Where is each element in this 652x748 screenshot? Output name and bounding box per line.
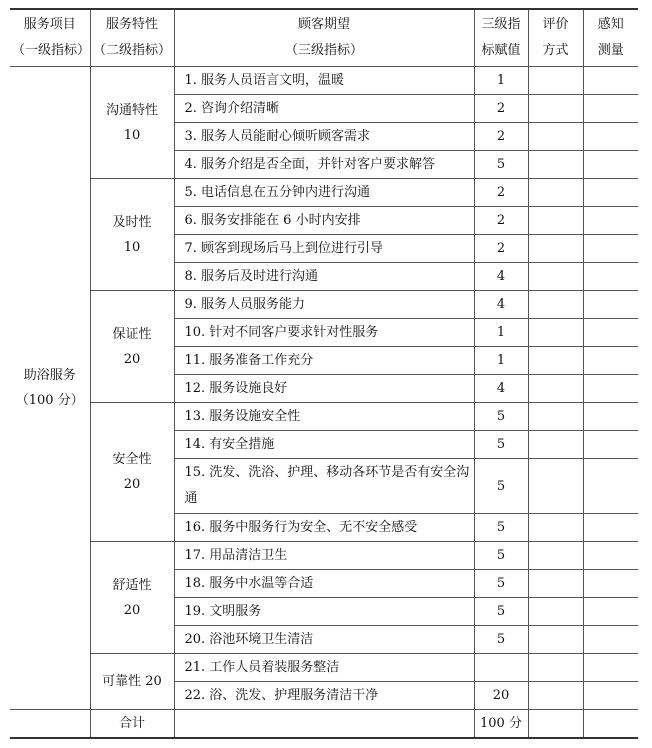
service-item-cell bbox=[10, 67, 90, 710]
perception-cell bbox=[583, 263, 638, 291]
expectation-cell: 14. 有安全措施 bbox=[174, 431, 474, 459]
evaluation-cell bbox=[528, 291, 583, 319]
expectation-cell: 17. 用品清洁卫生 bbox=[174, 542, 474, 570]
feature-weight: 10 bbox=[123, 239, 141, 255]
header-value-line2: 标赋值 bbox=[481, 43, 521, 58]
header-perception-measure-line2: 测量 bbox=[597, 43, 624, 58]
perception-cell bbox=[583, 179, 638, 207]
expectation-cell: 21. 工作人员着装服务整洁 bbox=[174, 654, 474, 682]
feature-cell bbox=[90, 403, 174, 542]
expectation-cell: 20. 浴池环境卫生清洁 bbox=[174, 626, 474, 654]
expectation-cell: 11. 服务准备工作充分 bbox=[174, 347, 474, 375]
header-service-feature-line1: 服务特性 bbox=[105, 17, 158, 32]
table-row bbox=[10, 179, 638, 207]
expectation-cell: 18. 服务中水温等合适 bbox=[174, 570, 474, 598]
perception-cell bbox=[583, 319, 638, 347]
expectation-cell: 7. 顾客到现场后马上到位进行引导 bbox=[174, 235, 474, 263]
expectation-cell: 8. 服务后及时进行沟通 bbox=[174, 263, 474, 291]
header-evaluation-method-line1: 评价 bbox=[542, 17, 569, 32]
feature-cell bbox=[90, 179, 174, 291]
value-cell: 2 bbox=[474, 123, 528, 151]
perception-cell bbox=[583, 654, 638, 682]
value-cell: 5 bbox=[474, 403, 528, 431]
feature-weight: 20 bbox=[123, 602, 141, 618]
feature-cell bbox=[90, 291, 174, 403]
evaluation-cell bbox=[528, 151, 583, 179]
expectation-cell: 13. 服务设施安全性 bbox=[174, 403, 474, 431]
feature-weight: 10 bbox=[123, 127, 141, 143]
value-cell: 5 bbox=[474, 459, 528, 514]
header-customer-expectation bbox=[174, 9, 474, 67]
value-cell: 2 bbox=[474, 207, 528, 235]
perception-cell bbox=[583, 626, 638, 654]
perception-cell bbox=[583, 291, 638, 319]
service-satisfaction-table bbox=[10, 8, 638, 739]
value-cell bbox=[474, 654, 528, 682]
total-value: 100 分 bbox=[474, 710, 528, 739]
value-cell: 1 bbox=[474, 347, 528, 375]
value-cell: 5 bbox=[474, 542, 528, 570]
evaluation-cell bbox=[528, 514, 583, 542]
evaluation-cell bbox=[528, 375, 583, 403]
header-evaluation-method bbox=[528, 9, 583, 67]
value-cell: 2 bbox=[474, 95, 528, 123]
feature-name: 沟通特性 bbox=[105, 102, 158, 118]
header-customer-expectation-line1: 顾客期望 bbox=[297, 17, 350, 32]
expectation-cell: 19. 文明服务 bbox=[174, 598, 474, 626]
table-row bbox=[10, 542, 638, 570]
header-perception-measure-line1: 感知 bbox=[597, 17, 624, 32]
table-row bbox=[10, 291, 638, 319]
header-perception-measure bbox=[583, 9, 638, 67]
value-cell: 5 bbox=[474, 431, 528, 459]
feature-cell bbox=[90, 654, 174, 710]
value-cell: 5 bbox=[474, 151, 528, 179]
evaluation-cell bbox=[528, 682, 583, 710]
perception-cell bbox=[583, 403, 638, 431]
value-cell: 1 bbox=[474, 67, 528, 95]
feature-weight: 20 bbox=[123, 351, 141, 367]
expectation-cell: 15. 洗发、洗浴、护理、移动各环节是否有安全沟通 bbox=[174, 459, 474, 514]
value-cell: 4 bbox=[474, 375, 528, 403]
header-evaluation-method-line2: 方式 bbox=[542, 43, 569, 58]
feature-name: 及时性 bbox=[112, 214, 152, 230]
header-service-item bbox=[10, 9, 90, 67]
perception-cell bbox=[583, 682, 638, 710]
evaluation-cell bbox=[528, 542, 583, 570]
value-cell: 2 bbox=[474, 179, 528, 207]
expectation-cell: 5. 电话信息在五分钟内进行沟通 bbox=[174, 179, 474, 207]
value-cell: 5 bbox=[474, 514, 528, 542]
expectation-cell: 3. 服务人员能耐心倾听顾客需求 bbox=[174, 123, 474, 151]
total-label: 合计 bbox=[90, 710, 174, 739]
total-empty-cell bbox=[10, 710, 90, 739]
value-cell: 2 bbox=[474, 235, 528, 263]
expectation-cell: 1. 服务人员语言文明，温暖 bbox=[174, 67, 474, 95]
feature-cell bbox=[90, 67, 174, 179]
total-evaluation-cell bbox=[528, 710, 583, 739]
perception-cell bbox=[583, 459, 638, 514]
evaluation-cell bbox=[528, 459, 583, 514]
expectation-cell: 16. 服务中服务行为安全、无不安全感受 bbox=[174, 514, 474, 542]
evaluation-cell bbox=[528, 95, 583, 123]
evaluation-cell bbox=[528, 319, 583, 347]
header-service-item-line1: 服务项目 bbox=[23, 17, 76, 32]
expectation-cell: 12. 服务设施良好 bbox=[174, 375, 474, 403]
evaluation-cell bbox=[528, 570, 583, 598]
evaluation-cell bbox=[528, 347, 583, 375]
value-cell: 4 bbox=[474, 263, 528, 291]
perception-cell bbox=[583, 95, 638, 123]
service-item-score: （100 分） bbox=[15, 393, 84, 408]
total-perception-cell bbox=[583, 710, 638, 739]
expectation-cell: 22. 浴、洗发、护理服务清洁干净 bbox=[174, 682, 474, 710]
expectation-cell: 6. 服务安排能在 6 小时内安排 bbox=[174, 207, 474, 235]
perception-cell bbox=[583, 151, 638, 179]
header-service-feature bbox=[90, 9, 174, 67]
evaluation-cell bbox=[528, 431, 583, 459]
total-expectation-cell bbox=[174, 710, 474, 739]
value-cell: 1 bbox=[474, 319, 528, 347]
perception-cell bbox=[583, 235, 638, 263]
feature-name: 舒适性 bbox=[112, 577, 152, 593]
header-value-line1: 三级指 bbox=[481, 17, 521, 32]
evaluation-cell bbox=[528, 179, 583, 207]
total-row bbox=[10, 710, 638, 739]
perception-cell bbox=[583, 375, 638, 403]
expectation-cell: 10. 针对不同客户要求针对性服务 bbox=[174, 319, 474, 347]
evaluation-cell bbox=[528, 403, 583, 431]
service-item-name: 助浴服务 bbox=[23, 368, 76, 383]
value-cell: 5 bbox=[474, 570, 528, 598]
evaluation-cell bbox=[528, 598, 583, 626]
perception-cell bbox=[583, 431, 638, 459]
perception-cell bbox=[583, 598, 638, 626]
feature-cell bbox=[90, 542, 174, 654]
value-cell: 4 bbox=[474, 291, 528, 319]
expectation-cell: 9. 服务人员服务能力 bbox=[174, 291, 474, 319]
expectation-cell: 4. 服务介绍是否全面，并针对客户要求解答 bbox=[174, 151, 474, 179]
value-cell: 5 bbox=[474, 626, 528, 654]
feature-name: 安全性 bbox=[112, 452, 152, 467]
perception-cell bbox=[583, 123, 638, 151]
expectation-cell: 2. 咨询介绍清晰 bbox=[174, 95, 474, 123]
header-service-item-line2: （一级指标） bbox=[12, 43, 91, 58]
perception-cell bbox=[583, 347, 638, 375]
perception-cell bbox=[583, 67, 638, 95]
value-cell: 5 bbox=[474, 598, 528, 626]
value-cell: 20 bbox=[474, 682, 528, 710]
table-row bbox=[10, 67, 638, 95]
perception-cell bbox=[583, 207, 638, 235]
table-row bbox=[10, 654, 638, 682]
evaluation-cell bbox=[528, 123, 583, 151]
header-service-feature-line2: （二级指标） bbox=[92, 43, 171, 58]
evaluation-cell bbox=[528, 67, 583, 95]
feature-name: 保证性 bbox=[112, 326, 152, 342]
evaluation-cell bbox=[528, 207, 583, 235]
perception-cell bbox=[583, 542, 638, 570]
header-value bbox=[474, 9, 528, 67]
evaluation-cell bbox=[528, 263, 583, 291]
feature-name: 可靠性 20 bbox=[102, 674, 162, 689]
perception-cell bbox=[583, 570, 638, 598]
header-row bbox=[10, 9, 638, 67]
table-row bbox=[10, 403, 638, 431]
perception-cell bbox=[583, 514, 638, 542]
header-customer-expectation-line2: （三级指标） bbox=[284, 43, 363, 58]
evaluation-cell bbox=[528, 626, 583, 654]
evaluation-cell bbox=[528, 235, 583, 263]
evaluation-cell bbox=[528, 654, 583, 682]
feature-weight: 20 bbox=[123, 477, 141, 492]
